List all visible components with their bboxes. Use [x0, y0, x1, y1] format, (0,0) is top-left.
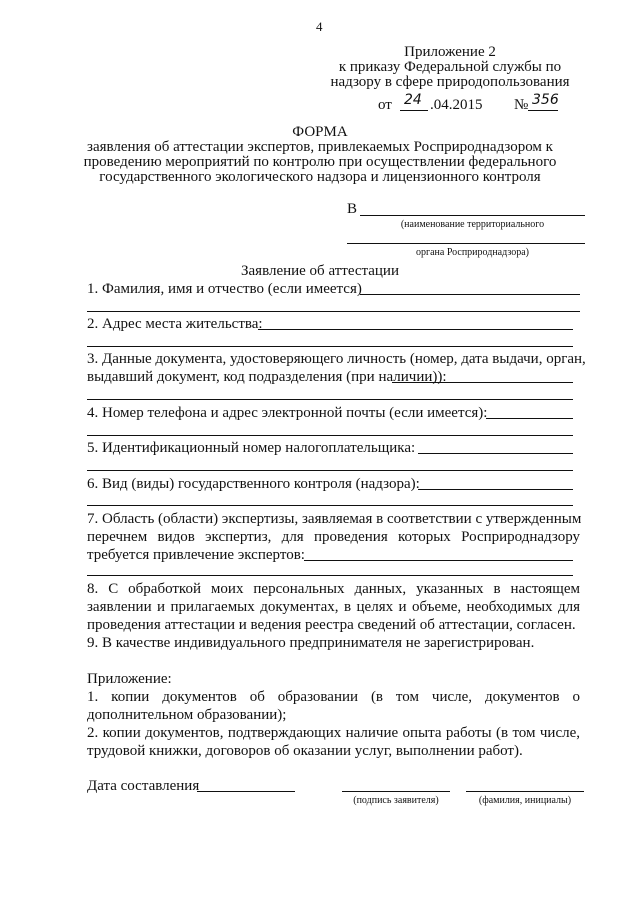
- order-number-underline: [528, 110, 558, 111]
- item-8-text: 8. С обработкой моих персональных данных, указанных в настоящем заявлении и прилагаемых документах, в целях и объеме, необходимых для проведения аттестации и ведения реестра сведений об аттестации, согласен.: [87, 581, 580, 633]
- addressee-caption-1: (наименование территориального: [400, 219, 545, 230]
- item-7-line-3: требуется привлечение экспертов:: [87, 547, 305, 563]
- form-title: ФОРМА: [292, 124, 348, 140]
- addressee-field-1[interactable]: [360, 215, 585, 216]
- name-caption: (фамилия, инициалы): [478, 795, 572, 806]
- item-7-field-extra[interactable]: [87, 575, 573, 576]
- page-number: 4: [316, 19, 323, 34]
- item-3-line-1: 3. Данные документа, удостоверяющего личность (номер, дата выдачи, орган,: [87, 351, 586, 367]
- item-3-field-extra[interactable]: [87, 399, 573, 400]
- signature-caption: (подпись заявителя): [353, 795, 439, 806]
- appendix-line-2: к приказу Федеральной службы по: [338, 59, 562, 75]
- item-1-field-extra[interactable]: [87, 311, 580, 312]
- item-3-field[interactable]: [392, 382, 573, 383]
- attachment-2: 2. копии документов, подтверждающих наличие опыта работы (в том числе, трудовой книжки, договоров об оказании услуг, выполнении работ).: [87, 725, 580, 759]
- order-number-label: №: [514, 97, 529, 113]
- addressee-caption-2: органа Росприроднадзора): [416, 247, 529, 258]
- order-date-prefix: от: [378, 97, 392, 113]
- date-field[interactable]: [197, 791, 295, 792]
- item-5-label: 5. Идентификационный номер налогоплательщика:: [87, 440, 416, 456]
- item-1-label: 1. Фамилия, имя и отчество (если имеется): [87, 281, 362, 297]
- item-7-line-1: 7. Область (области) экспертизы, заявляемая в соответствии с утвержденным: [87, 511, 582, 527]
- order-date-day-underline: [400, 110, 428, 111]
- form-subtitle-1: заявления об аттестации экспертов, привлекаемых Росприроднадзором к: [87, 139, 553, 155]
- item-2-field-extra[interactable]: [87, 346, 573, 347]
- item-7-line-2: перечнем видов экспертиз, для проведения которых Росприроднадзору: [87, 529, 580, 545]
- addressee-prefix: В: [347, 201, 358, 217]
- item-4-field-extra[interactable]: [87, 435, 573, 436]
- item-4-field[interactable]: [486, 418, 573, 419]
- signature-field[interactable]: [342, 791, 450, 792]
- item-6-field-extra[interactable]: [87, 505, 573, 506]
- order-date-rest: .04.2015: [430, 97, 483, 113]
- name-field[interactable]: [466, 791, 584, 792]
- attachments-title: Приложение:: [87, 671, 172, 687]
- item-9-text: 9. В качестве индивидуального предпринимателя не зарегистрирован.: [87, 635, 535, 651]
- form-subtitle-3: государственного экологического надзора и лицензионного контроля: [99, 169, 541, 185]
- item-1-field[interactable]: [360, 294, 580, 295]
- item-6-label: 6. Вид (виды) государственного контроля (надзора):: [87, 476, 420, 492]
- item-2-field[interactable]: [258, 329, 573, 330]
- item-4-label: 4. Номер телефона и адрес электронной почты (если имеется):: [87, 405, 488, 421]
- appendix-line-1: Приложение 2: [404, 44, 496, 60]
- item-2-label: 2. Адрес места жительства:: [87, 316, 263, 332]
- application-title: Заявление об аттестации: [241, 263, 399, 279]
- appendix-line-3: надзору в сфере природопользования: [330, 74, 570, 90]
- attachment-1: 1. копии документов об образовании (в том числе, документов о дополнительном образовании);: [87, 689, 580, 723]
- item-6-field[interactable]: [418, 489, 573, 490]
- form-subtitle-2: проведению мероприятий по контролю при осуществлении федерального: [83, 154, 557, 170]
- date-label: Дата составления: [87, 778, 200, 794]
- item-5-field-extra[interactable]: [87, 470, 573, 471]
- item-5-field[interactable]: [418, 453, 573, 454]
- item-7-field[interactable]: [304, 560, 573, 561]
- addressee-field-2[interactable]: [347, 243, 585, 244]
- item-3-line-2: выдавший документ, код подразделения (при наличии)):: [87, 369, 447, 385]
- order-number-value: 356: [532, 92, 559, 108]
- order-date-day: 24: [404, 92, 422, 108]
